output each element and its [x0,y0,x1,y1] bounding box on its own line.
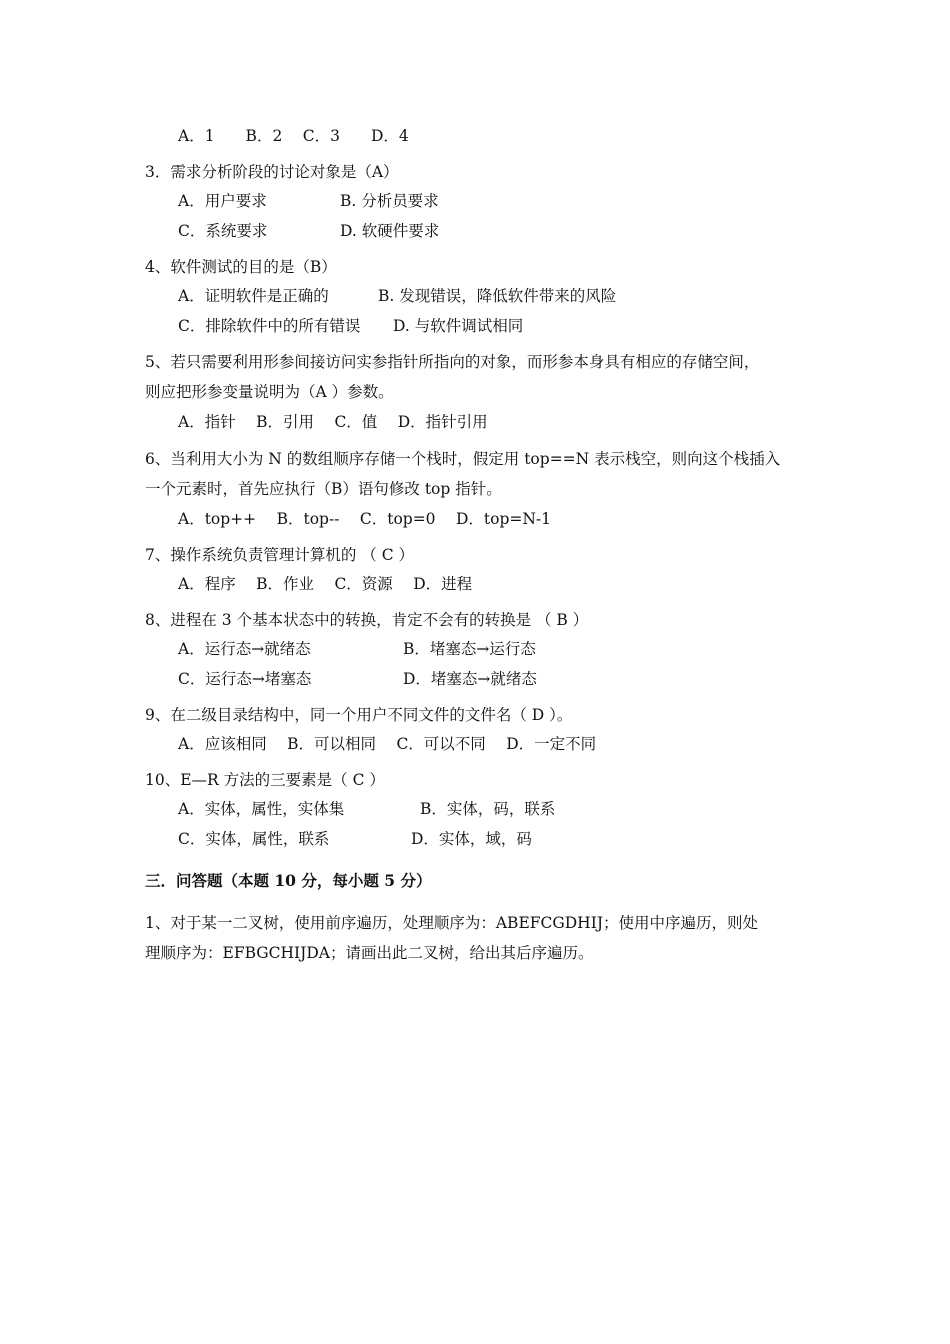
q10-option-d: D．实体，域，码 [411,830,532,848]
q8-option-b: B．堵塞态→运行态 [403,640,536,658]
q9-question: 9、在二级目录结构中，同一个用户不同文件的文件名（ D ）。 [145,706,573,724]
q10-option-a: A．实体，属性，实体集 [178,800,345,818]
q6-options: A．top++ B．top-- C．top=0 D．top=N-1 [178,510,552,528]
q9-options: A．应该相同 B．可以相同 C．可以不同 D．一定不同 [178,735,597,753]
q10-option-c: C．实体，属性，联系 [178,830,330,848]
q4-question: 4、软件测试的目的是（B） [145,258,337,276]
q10-question: 10、E—R 方法的三要素是（ C ） [145,771,385,789]
q3-option-b: B. 分析员要求 [340,192,439,210]
q8-option-d: D．堵塞态→就绪态 [403,670,537,688]
q4-option-c: C．排除软件中的所有错误 [178,317,361,335]
q5-options: A．指针 B．引用 C．值 D．指针引用 [178,413,488,431]
q5-question-line1: 5、若只需要利用形参间接访问实参指针所指向的对象，而形参本身具有相应的存储空间， [145,353,760,371]
q7-question: 7、操作系统负责管理计算机的 （ C ） [145,546,415,564]
essay-q1-line2: 理顺序为：EFBGCHIJDA；请画出此二叉树，给出其后序遍历。 [145,944,594,962]
q3-option-d: D. 软硬件要求 [340,222,440,240]
q5-question-line2: 则应把形参变量说明为（A ）参数。 [145,383,394,401]
q6-question-line1: 6、当利用大小为 N 的数组顺序存储一个栈时，假定用 top==N 表示栈空，则向这个栈插入 [145,450,781,468]
essay-q1-line1: 1、对于某一二叉树，使用前序遍历，处理顺序为：ABEFCGDHIJ；使用中序遍历，则处 [145,914,759,932]
q4-option-a: A．证明软件是正确的 [178,287,329,305]
q8-question: 8、进程在 3 个基本状态中的转换，肯定不会有的转换是 （ B ） [145,611,589,629]
q3-option-a: A．用户要求 [178,192,267,210]
q6-question-line2: 一个元素时，首先应执行（B）语句修改 top 指针。 [145,480,502,498]
q4-option-d: D. 与软件调试相同 [393,317,524,335]
q8-option-c: C．运行态→堵塞态 [178,670,312,688]
q7-options: A．程序 B．作业 C．资源 D．进程 [178,575,473,593]
section-heading: 三．问答题（本题 10 分，每小题 5 分） [145,871,432,890]
q8-option-a: A．运行态→就绪态 [178,640,311,658]
q2-options: A．1 B．2 C．3 D．4 [178,127,409,145]
q3-question: 3．需求分析阶段的讨论对象是（A） [145,163,399,181]
q3-option-c: C．系统要求 [178,222,268,240]
q4-option-b: B. 发现错误，降低软件带来的风险 [378,287,617,305]
q10-option-b: B．实体，码，联系 [420,800,556,818]
